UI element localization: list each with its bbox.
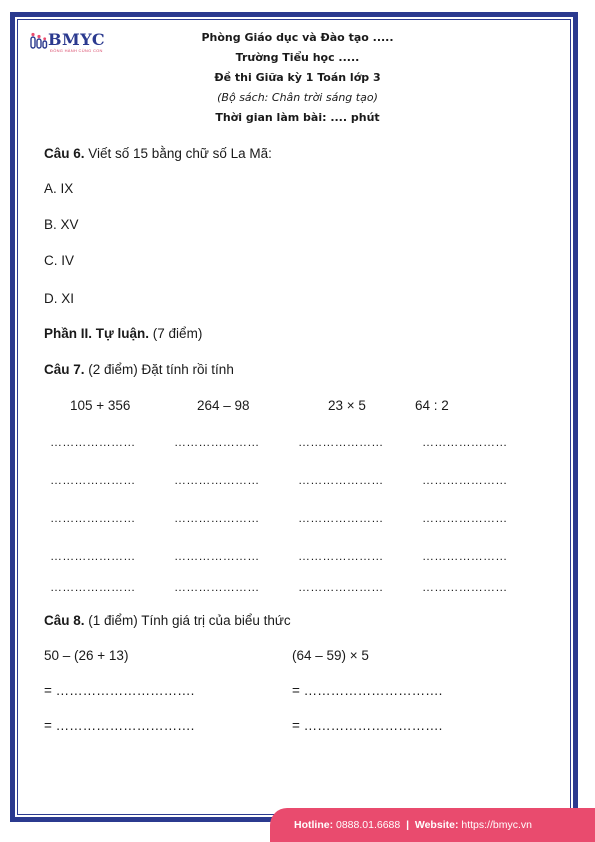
q7-dotted-line: ………………… [50,511,136,525]
q7-dotted-line: ………………… [298,511,384,525]
question-7-number: Câu 7. [44,362,85,377]
q7-expr-3: 23 × 5 [328,398,366,413]
q7-expr-2: 264 – 98 [197,398,250,413]
question-7 [44,362,234,377]
part-2-heading [44,326,202,341]
header-line5: Thời gian làm bài: .... phút [215,111,380,124]
q7-dotted-line: ………………… [422,549,508,563]
website-url[interactable]: https://bmyc.vn [461,819,532,831]
logo-tagline: ĐỒNG HÀNH CÙNG CON [50,48,103,53]
q7-dotted-line: ………………… [50,549,136,563]
q7-dotted-line: ………………… [422,473,508,487]
q7-dotted-line: ………………… [174,580,260,594]
q6-option-d: D. XI [44,291,75,306]
q6-option-c: C. IV [44,253,75,268]
q8-blank-2b: = …………………………. [292,718,443,733]
part-2-points: (7 điểm) [149,326,203,341]
question-8-text: (1 điểm) Tính giá trị của biểu thức [84,613,291,628]
q7-dotted-line: ………………… [174,473,260,487]
header-line3: Đề thi Giữa kỳ 1 Toán lớp 3 [214,71,381,84]
q7-dotted-line: ………………… [50,473,136,487]
q7-dotted-line: ………………… [174,549,260,563]
q8-blank-2a: = …………………………. [292,683,443,698]
q7-dotted-line: ………………… [174,435,260,449]
hotline-number: 0888.01.6688 [336,819,401,831]
header-line1: Phòng Giáo dục và Đào tạo ..... [201,31,394,44]
q7-expr-1: 105 + 356 [70,398,131,413]
header-line4: (Bộ sách: Chân trời sáng tạo) [217,91,378,104]
q8-expr-1: 50 – (26 + 13) [44,648,129,663]
q7-dotted-line: ………………… [422,435,508,449]
q6-option-b: B. XV [44,217,79,232]
question-6-text: Viết số 15 bằng chữ số La Mã: [84,146,272,161]
q7-dotted-line: ………………… [298,549,384,563]
q7-expr-4: 64 : 2 [415,398,449,413]
q7-dotted-line: ………………… [422,580,508,594]
footer-bar [270,808,595,842]
q7-dotted-line: ………………… [298,435,384,449]
q7-dotted-line: ………………… [50,580,136,594]
q7-dotted-line: ………………… [422,511,508,525]
q8-blank-1a: = …………………………. [44,683,195,698]
part-2-title: Phần II. Tự luận. [44,326,150,341]
q7-dotted-line: ………………… [298,580,384,594]
website-label: Website: [414,819,459,831]
question-8 [44,613,291,628]
header-line2: Trường Tiểu học ..... [235,51,360,64]
question-7-text: (2 điểm) Đặt tính rồi tính [84,362,234,377]
logo-wordmark: BMYC [48,30,106,49]
q8-expr-2: (64 – 59) × 5 [292,648,369,663]
footer-separator: | [406,819,410,831]
hotline-label: Hotline: [294,819,334,831]
q8-blank-1b: = …………………………. [44,718,195,733]
q7-dotted-line: ………………… [298,473,384,487]
question-6 [44,146,272,161]
q6-option-a: A. IX [44,181,74,196]
q7-dotted-line: ………………… [50,435,136,449]
question-8-number: Câu 8. [44,613,85,628]
question-6-number: Câu 6. [44,146,85,161]
q7-dotted-line: ………………… [174,511,260,525]
